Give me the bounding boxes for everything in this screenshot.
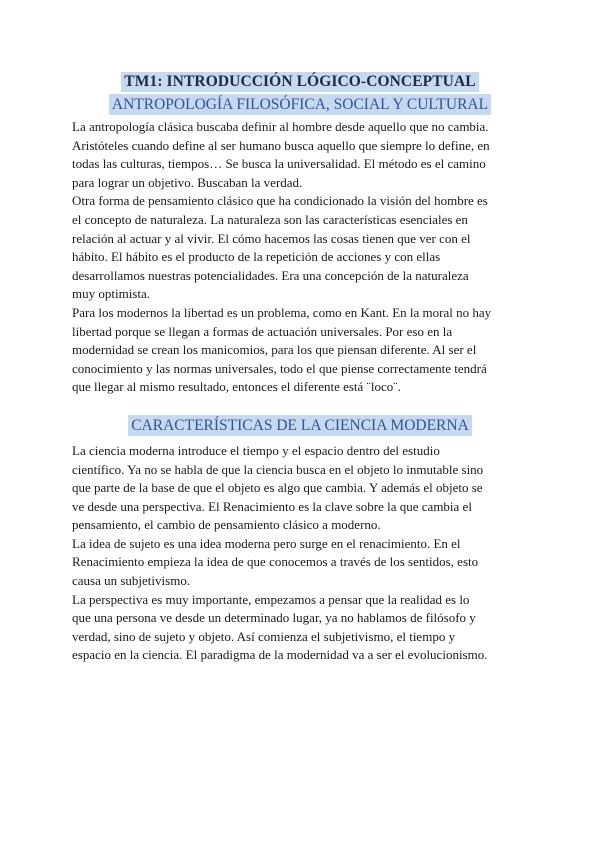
text-line: modernidad se crean los manicomios, para los que piensan diferente. Al ser el [72, 342, 477, 358]
text-line: verdad, sino de sujeto y objeto. Así comienza el subjetivismo, el tiempo y [72, 628, 456, 644]
text-line: La ciencia moderna introduce el tiempo y el espacio dentro del estudio [72, 442, 440, 458]
section1-paragraph-3 [72, 304, 528, 397]
page-subtitle: ANTROPOLOGÍA FILOSÓFICA, SOCIAL Y CULTURAL [109, 94, 491, 115]
text-line: La idea de sujeto es una idea moderna pero surge en el renacimiento. En el [72, 535, 461, 551]
section2-paragraph-3 [72, 591, 528, 665]
text-line: ve desde una perspectiva. El Renacimiento es la clave sobre la que cambia el [72, 498, 472, 514]
text-line: La perspectiva es muy importante, empezamos a pensar que la realidad es lo [72, 591, 470, 607]
text-line: conocimiento y las normas universales, todo el que piense correctamente tendrá [72, 360, 487, 376]
text-line: espacio en la ciencia. El paradigma de la modernidad va a ser el evolucionismo. [72, 647, 488, 663]
text-line: para lograr un objetivo. Buscaban la verdad. [72, 174, 303, 190]
text-line: pensamiento, el cambio de pensamiento clásico a moderno. [72, 517, 381, 533]
text-line: desarrollamos nuestras potencialidades. Era una concepción de la naturaleza [72, 267, 469, 283]
text-line: libertad porque se llegan a formas de actuación universales. Por eso en la [72, 323, 453, 339]
text-line: todas las culturas, tiempos… Se busca la universalidad. El método es el camino [72, 156, 486, 172]
text-line: el concepto de naturaleza. La naturaleza son las características esenciales en [72, 211, 468, 227]
text-line: La antropología clásica buscaba definir al hombre desde aquello que no cambia. [72, 119, 489, 134]
text-line: que llegar al mismo resultado, entonces el diferente está ¨loco¨. [72, 379, 401, 395]
section-heading: CARACTERÍSTICAS DE LA CIENCIA MODERNA [128, 415, 472, 436]
section1-paragraph-1 [72, 118, 528, 192]
page-title: TM1: INTRODUCCIÓN LÓGICO-CONCEPTUAL [121, 72, 478, 92]
text-line: causa un subjetivismo. [72, 573, 191, 589]
text-line: Aristóteles cuando define al ser humano busca aquello que siempre lo define, en [72, 137, 490, 153]
text-line: Otra forma de pensamiento clásico que ha condicionado la visión del hombre es [72, 193, 488, 209]
text-line: Renacimiento empieza la idea de que conocemos a través de los sentidos, esto [72, 554, 479, 570]
text-line: muy optimista. [72, 286, 150, 302]
section2-paragraph-1 [72, 442, 528, 535]
document-page [72, 72, 528, 665]
text-line: Para los modernos la libertad es un problema, como en Kant. En la moral no hay [72, 304, 492, 320]
text-line: hábito. El hábito es el producto de la repetición de acciones y con ellas [72, 249, 441, 265]
text-line: que una persona ve desde un determinado lugar, ya no hablamos de filósofo y [72, 610, 476, 626]
text-line: que parte de la base de que el objeto es algo que cambia. Y además el objeto se [72, 480, 483, 496]
text-line: científico. Ya no se habla de que la ciencia busca en el objeto lo inmutable sino [72, 461, 484, 477]
text-line: relación al actuar y al vivir. El cómo hacemos las cosas tienen que ver con el [72, 230, 471, 246]
section1-paragraph-2 [72, 192, 528, 304]
section2-paragraph-2 [72, 535, 528, 591]
